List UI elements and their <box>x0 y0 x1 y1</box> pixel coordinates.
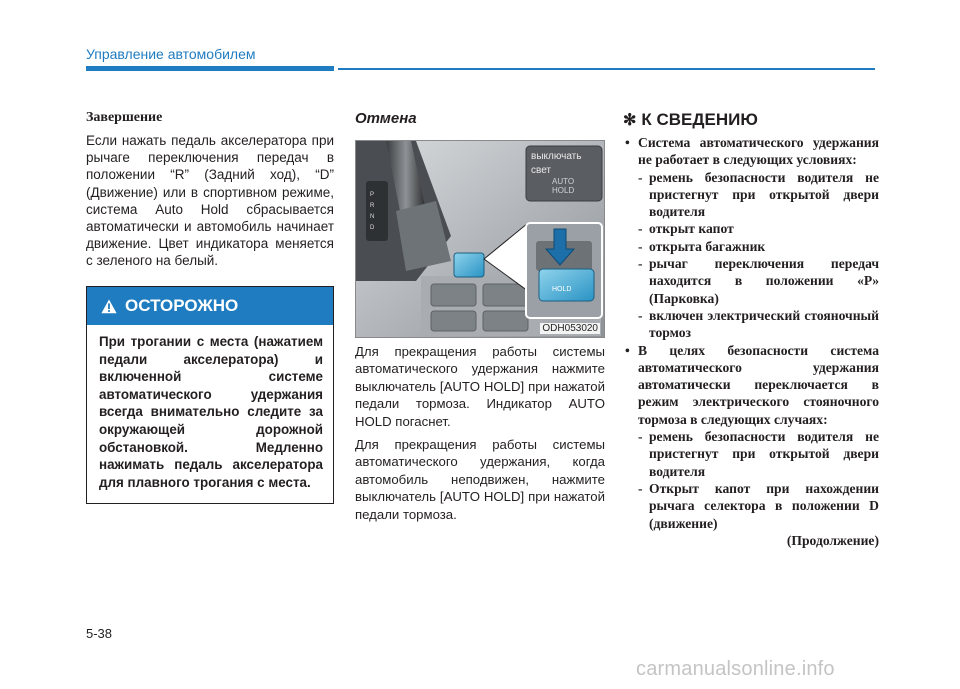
info-sub-item: - Открыт капот при нахождении рычага селектора в положении D (движение) <box>638 480 879 531</box>
svg-text:D: D <box>370 225 375 231</box>
callout-label-1: выключать <box>531 151 582 162</box>
info-sub-item: - ремень безопасности водителя не пристегнут при открытой двери водителя <box>638 169 879 220</box>
completion-heading: Завершение <box>86 110 163 125</box>
warning-title: ОСТОРОЖНО <box>125 296 239 315</box>
left-column <box>86 110 334 270</box>
info-sub-item: - открыта багажник <box>638 238 766 254</box>
auto-hold-figure <box>355 140 605 338</box>
zoom-hold-text: HOLD <box>552 286 572 293</box>
warning-text: При трогании с места (нажатием педали акселератора) и включенной системе автоматического удержания всегда внимательно следите за окружающей дорожной обстановкой. Медленно нажимать педаль акселератора для плавного трогания с места. <box>99 334 323 490</box>
middle-column <box>355 110 605 135</box>
warning-header <box>87 287 333 325</box>
callout-label-2: свет <box>531 165 552 176</box>
info-title <box>623 110 879 130</box>
middle-text <box>355 343 605 529</box>
svg-text:N: N <box>370 214 375 220</box>
figure-code: ODH053020 <box>542 323 598 334</box>
cancel-paragraph-1: Для прекращения работы системы автоматического удержания нажмите выключатель [AUTO HOLD] при нажатой педали тормоза. Индикатор AUTO HOLD погаснет. <box>355 344 605 429</box>
panel-hold-text: HOLD <box>552 186 575 195</box>
header-rule-thick <box>86 66 334 71</box>
warning-triangle-icon <box>101 299 117 314</box>
info-sub-item: - включен электрический стояночный тормоз <box>638 307 879 341</box>
cancel-paragraph-2: Для прекращения работы системы автоматического удержания, когда автомобиль неподвижен, нажмите выключатель [AUTO HOLD] при нажатой педали тормоза. <box>355 437 605 522</box>
auto-hold-switch-small <box>454 253 484 277</box>
info-title-text: К СВЕДЕНИЮ <box>641 110 758 129</box>
auto-hold-button-zoom <box>539 269 594 301</box>
panel-auto-text: AUTO <box>552 177 575 186</box>
info-sub-item: - открыт капот <box>638 221 734 237</box>
completion-paragraph: Если нажать педаль акселератора при рычаге переключения передач в положении “R” (Задний ход), “D” (Движение) или в спортивном режиме, система Auto Hold сбрасывается автоматически и автомобиль начинает движение. Цвет индикатора меняется с зеленого на белый. <box>86 133 334 269</box>
cancel-heading: Отмена <box>355 110 417 127</box>
info-bullet: • В целях безопасности система автоматического удержания автоматически переключается в режим электрического стояночного тормоза в следующих случаях: <box>625 342 879 427</box>
asterisk-icon: ✻ <box>623 112 637 129</box>
section-title: Управление автомобилем <box>86 46 256 62</box>
watermark: carmanualsonline.info <box>636 658 835 680</box>
info-bullet: • Система автоматического удержания не работает в следующих условиях: <box>625 135 879 168</box>
page-number: 5-38 <box>86 626 113 641</box>
info-list <box>623 134 879 549</box>
info-sub-item: - ремень безопасности водителя не пристегнут при открытой двери водителя <box>638 429 879 479</box>
console-photo <box>356 141 605 338</box>
header-rule-thin <box>338 68 875 70</box>
info-sub-item: - рычаг переключения передач находится в положении «P» (Парковка) <box>638 256 879 306</box>
right-column <box>623 110 879 549</box>
svg-text:R: R <box>370 203 375 209</box>
continued-label: (Продолжение) <box>786 532 879 548</box>
svg-text:P: P <box>370 192 375 198</box>
warning-box <box>86 286 334 504</box>
